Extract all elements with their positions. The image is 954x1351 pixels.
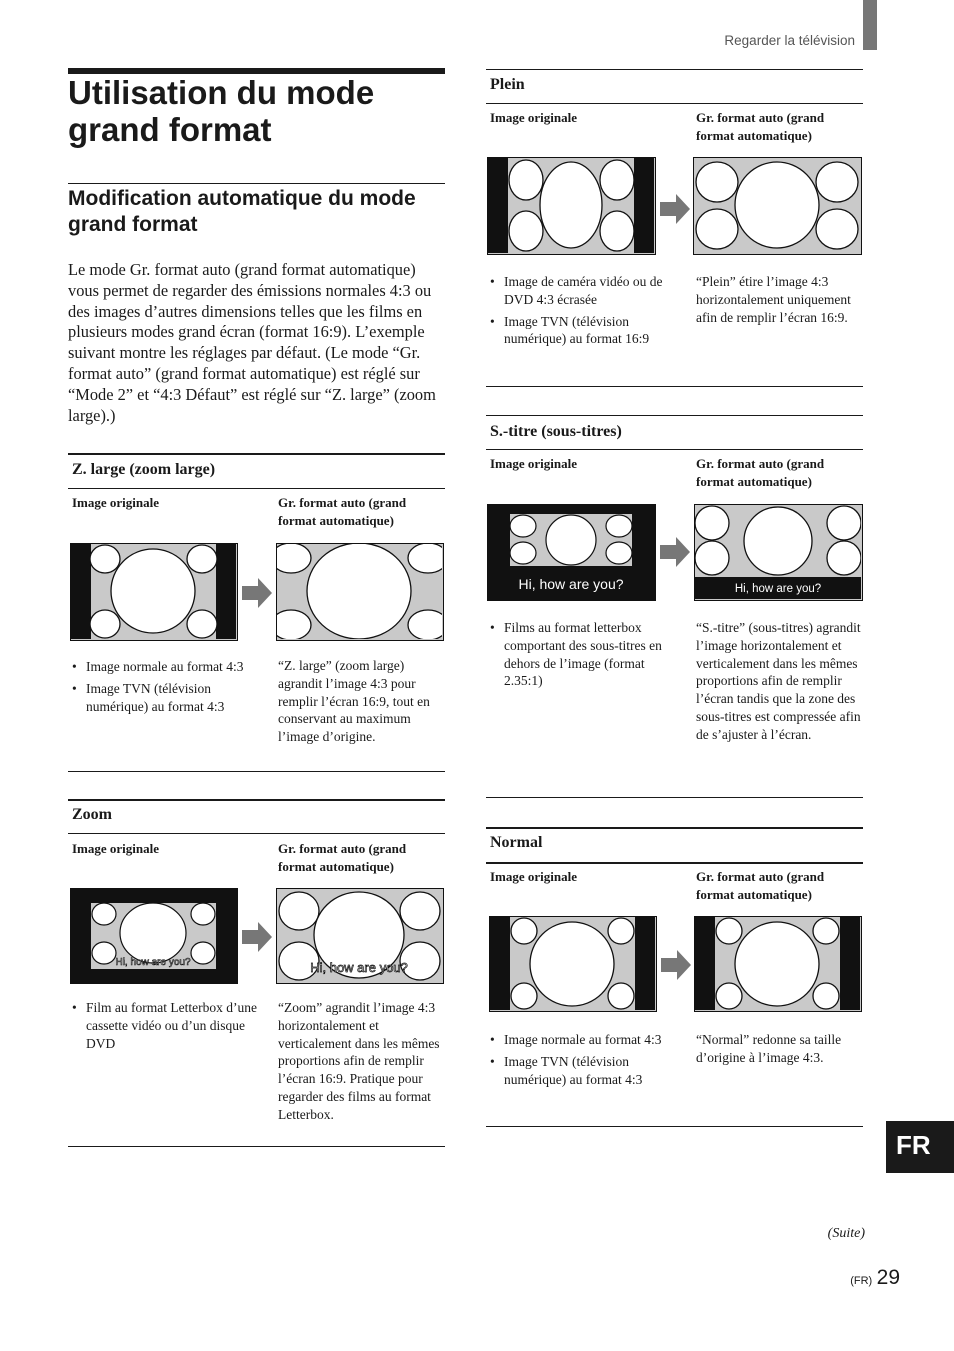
language-tab [886,1121,954,1173]
caption-text: Hi, how are you? [115,957,191,968]
list-item: • Film au format Letterbox d’une cassette vidéo ou d’un disque DVD [72,999,260,1052]
list-item: • Image TVN (télévision numérique) au format 16:9 [490,313,680,349]
source-list [72,999,260,1056]
section-header-rule [68,833,445,834]
arrow-right-icon [660,537,690,567]
page-number [850,1266,900,1290]
source-list [72,658,262,719]
source-list [490,619,665,694]
original-screen [70,888,238,984]
col-head-auto: Gr. format auto (grand format automatique) [696,869,825,902]
section-top-rule [68,453,445,455]
section-header-rule [486,449,863,450]
section-zoom [68,799,445,1149]
section-stitre [486,415,863,800]
mode-description: “Normal” redonne sa taille d’origine à l’image 4:3. [696,1032,842,1065]
section-zlarge [68,453,445,773]
mode-description: “Zoom” agrandit l’image 4:3 horizontalement et verticalement dans les mêmes proportions afin de remplir l’écran 16:9. Pratique pour regarder des films au format Letterbox. [278,1000,440,1122]
intro-paragraph: Le mode Gr. format auto (grand format automatique) vous permet de regarder des émissions normales 4:3 ou des images d’autres dimensions telles que les films en plusieurs modes grand écran (format 16:9). L’exemple suivant montre les réglages par défaut. (Le mode “Gr. format auto” (grand format automatique) est réglé sur “Mode 2” et “4:3 Défaut” est réglé sur “Z. large” (zoom large).) [68,260,436,425]
section-title: Normal [490,834,543,851]
source-list [490,1031,680,1092]
subtitle-rule [68,183,445,184]
original-screen [70,543,238,641]
original-screen [487,157,656,255]
arrow-right-icon [661,950,691,980]
section-top-rule [68,799,445,801]
original-screen [487,504,656,601]
col-head-original: Image originale [490,869,578,884]
caption-text: Hi, how are you? [518,576,624,592]
section-bottom-rule [486,386,863,387]
section-header-rule [486,862,863,864]
col-head-original: Image originale [72,495,160,510]
section-header-rule [68,488,445,489]
mode-description: “Z. large” (zoom large) agrandit l’image 4:3 pour remplir l’écran 16:9, tout en conservant au maximum l’image d’origine. [278,658,430,745]
caption-text: Hi, how are you? [734,583,822,595]
page-number-prefix: (FR) [850,1275,873,1287]
list-item: • Image TVN (télévision numérique) au format 4:3 [490,1053,680,1089]
col-head-original: Image originale [72,841,160,856]
section-top-rule [486,69,863,70]
section-bottom-rule [68,771,445,772]
arrow-right-icon [242,578,272,608]
section-title: Plein [490,76,525,93]
col-head-original: Image originale [490,110,578,125]
arrow-right-icon [242,922,272,952]
list-item: • Image de caméra vidéo ou de DVD 4:3 écrasée [490,273,680,309]
section-top-rule [486,827,863,829]
language-tab-label: FR [896,1130,931,1160]
mode-description: “Plein” étire l’image 4:3 horizontalement uniquement afin de remplir l’écran 16:9. [696,274,851,325]
list-item: • Films au format letterbox comportant des sous-titres en dehors de l’image (format 2.35:1) [490,619,665,690]
section-top-rule [486,415,863,416]
running-head: Regarder la télévision [724,33,855,48]
corner-tab [863,0,877,50]
list-item: • Image normale au format 4:3 [72,658,262,676]
page-title: Utilisation du mode grand format [68,74,375,148]
auto-screen [693,157,862,255]
auto-screen [694,916,862,1012]
col-head-original: Image originale [490,456,578,471]
section-bottom-rule [486,1126,863,1127]
section-bottom-rule [68,1146,445,1147]
col-head-auto: Gr. format auto (grand format automatique) [696,456,825,489]
section-title: Z. large (zoom large) [72,461,216,478]
list-item: • Image normale au format 4:3 [490,1031,680,1049]
auto-screen [694,504,863,601]
col-head-auto: Gr. format auto (grand format automatique) [278,495,407,528]
col-head-auto: Gr. format auto (grand format automatique) [278,841,407,874]
section-subtitle: Modification automatique du mode grand format [68,187,416,236]
auto-screen [276,888,444,984]
auto-screen [276,543,444,641]
section-header-rule [486,103,863,104]
section-normal [486,827,863,1132]
arrow-right-icon [660,194,690,224]
section-plein [486,69,863,389]
list-item: • Image TVN (télévision numérique) au format 4:3 [72,680,262,716]
continued-note: (Suite) [827,1226,865,1241]
source-list [490,273,680,352]
mode-description: “S.-titre” (sous-titres) agrandit l’image horizontalement et verticalement dans les mêmes proportions afin de remplir l’écran tandis que la zone des sous-titres est compressée afin de s’ajuster à l’écran. [696,620,861,742]
caption-text: Hi, how are you? [310,960,408,975]
original-screen [489,916,657,1012]
section-title: Zoom [72,806,112,823]
page-number-value: 29 [876,1266,900,1289]
section-bottom-rule [486,797,863,798]
section-title: S.-titre (sous-titres) [490,423,622,440]
col-head-auto: Gr. format auto (grand format automatique) [696,110,825,143]
